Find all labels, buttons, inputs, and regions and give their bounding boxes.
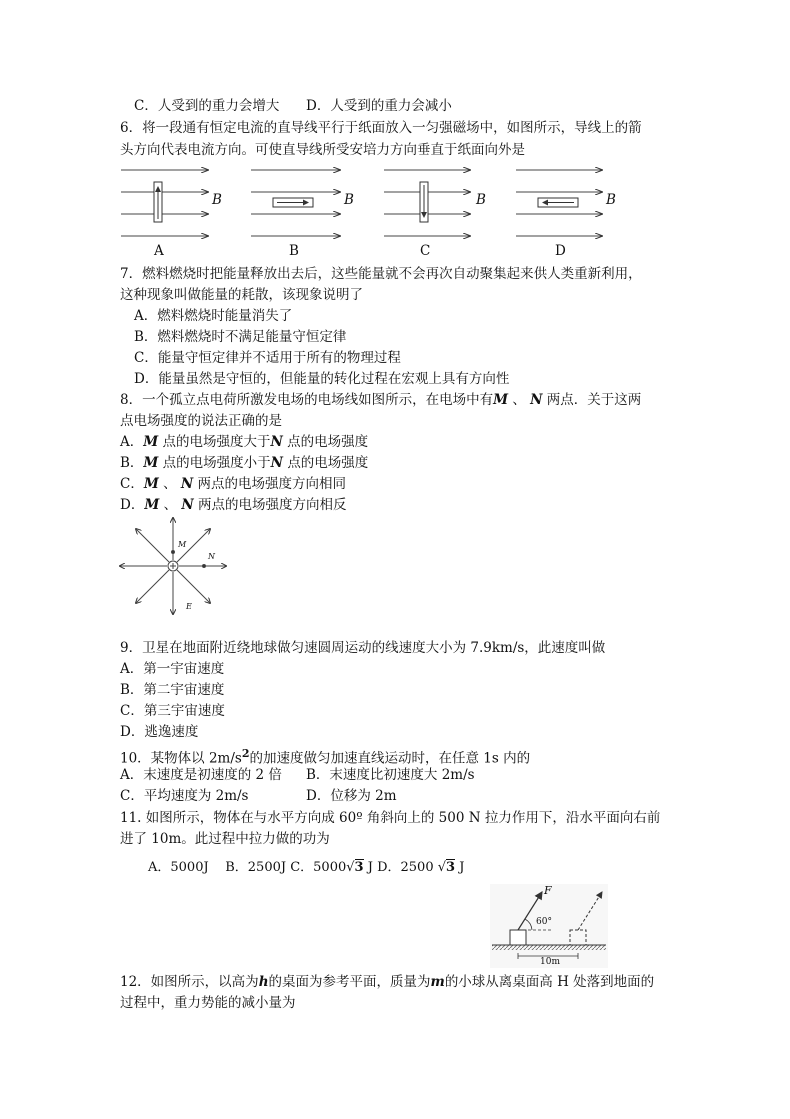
q6-panel-label-c: C (420, 243, 431, 259)
q12-mass-m: m (430, 974, 445, 990)
q11-fig-distance-label: 10m (540, 957, 560, 967)
q6-panel-b (251, 170, 340, 236)
q12-stem-line-2: 过程中，重力势能的减小量为 (120, 995, 296, 1011)
q5-option-d: D．人受到的重力会减小 (306, 98, 452, 114)
q8-field-figure (118, 516, 228, 616)
q11-stem-line-1: 11. 如图所示，物体在与水平方向成 60º 角斜向上的 500 N 拉力作用下，沿水平面向右前 (120, 810, 661, 826)
q8-stem-line-1: 8．一个孤立点电荷所激发电场的电场线如图所示，在电场中有M 、 N 两点．关于这两 (120, 392, 642, 408)
q12-stem-line-1: 12．如图所示，以高为h的桌面为参考平面，质量为m的小球从离桌面高 H 处落到地面的 (120, 974, 655, 990)
q6-panel-c (384, 170, 470, 236)
q6-panel-label-a: A (154, 243, 164, 259)
sqrt-icon: √ (346, 860, 355, 875)
q11-option-a: A．5000J (148, 860, 209, 875)
q10-option-b: B．末速度比初速度大 2m/s (306, 767, 475, 783)
q9-option-d: D．逃逸速度 (120, 724, 199, 740)
q10-option-a: A．末速度是初速度的 2 倍 (120, 767, 282, 783)
q6-panel-d (516, 170, 602, 236)
q11-fig-force-label: F (544, 884, 552, 897)
q6-figure (118, 162, 620, 262)
q6-field-label-a: B (212, 192, 222, 208)
q6-stem-line-2: 头方向代表电流方向。可使直导线所受安培力方向垂直于纸面向外是 (120, 142, 525, 158)
q6-panel-label-d: D (555, 243, 566, 259)
q9-stem: 9．卫星在地面附近绕地球做匀速圆周运动的线速度大小为 7.9km/s，此速度叫做 (120, 640, 606, 656)
q11-option-b: B．2500J (225, 860, 287, 875)
q8-point-n: N (530, 392, 543, 408)
q9-option-b: B．第二宇宙速度 (120, 682, 225, 698)
q7-option-b: B．燃料燃烧时不满足能量守恒定律 (134, 329, 347, 345)
q6-field-label-b: B (344, 192, 354, 208)
q11-fig-angle-label: 60° (536, 917, 552, 927)
q8-point-m: M (493, 392, 509, 408)
q6-panel-label-b: B (289, 243, 299, 259)
q10-option-c: C．平均速度为 2m/s (120, 788, 249, 804)
q9-option-c: C．第三宇宙速度 (120, 703, 225, 719)
q11-stem-line-2: 进了 10m。此过程中拉力做的功为 (120, 831, 330, 847)
q8-option-b: B．M 点的电场强度小于N 点的电场强度 (120, 455, 369, 471)
q11-option-c: C．5000√3 J (290, 860, 373, 875)
q8-fig-label-e: E (186, 602, 192, 611)
q9-option-a: A．第一宇宙速度 (120, 661, 225, 677)
q7-option-a: A．燃料燃烧时能量消失了 (134, 308, 293, 324)
q6-panel-a (121, 170, 208, 236)
q7-stem-line-1: 7．燃料燃烧时把能量释放出去后，这些能量就不会再次自动聚集起来供人类重新利用， (120, 266, 642, 282)
q8-option-d: D．M 、 N 两点的电场强度方向相反 (120, 497, 347, 513)
q10-option-d: D．位移为 2m (306, 788, 397, 804)
q6-field-label-c: B (476, 192, 486, 208)
q7-option-c: C．能量守恒定律并不适用于所有的物理过程 (134, 350, 401, 366)
q8-option-c: C．M 、 N 两点的电场强度方向相同 (120, 476, 347, 492)
q8-option-a: A．M 点的电场强度大于N 点的电场强度 (120, 434, 369, 450)
q5-option-c: C．人受到的重力会增大 (134, 98, 280, 114)
q6-field-label-d: B (606, 192, 616, 208)
q11-option-d: D．2500 √3 J (377, 860, 465, 875)
q8-fig-label-n: N (208, 552, 215, 561)
q8-stem-line-2: 点电场强度的说法正确的是 (120, 413, 282, 429)
q11-options (148, 858, 464, 878)
q7-option-d: D．能量虽然是守恒的，但能量的转化过程在宏观上具有方向性 (134, 371, 510, 387)
sqrt-icon: √ (437, 860, 447, 875)
q12-height-h: h (258, 974, 269, 990)
q6-stem-line-1: 6．将一段通有恒定电流的直导线平行于纸面放入一匀强磁场中，如图所示，导线上的箭 (120, 120, 642, 136)
q7-stem-line-2: 这种现象叫做能量的耗散，该现象说明了 (120, 287, 363, 303)
q8-fig-label-m: M (178, 540, 187, 549)
q10-stem: 10．某物体以 $2m/s^2$的加速度做匀加速直线运动时，在任意 1s 内的 (120, 747, 531, 767)
